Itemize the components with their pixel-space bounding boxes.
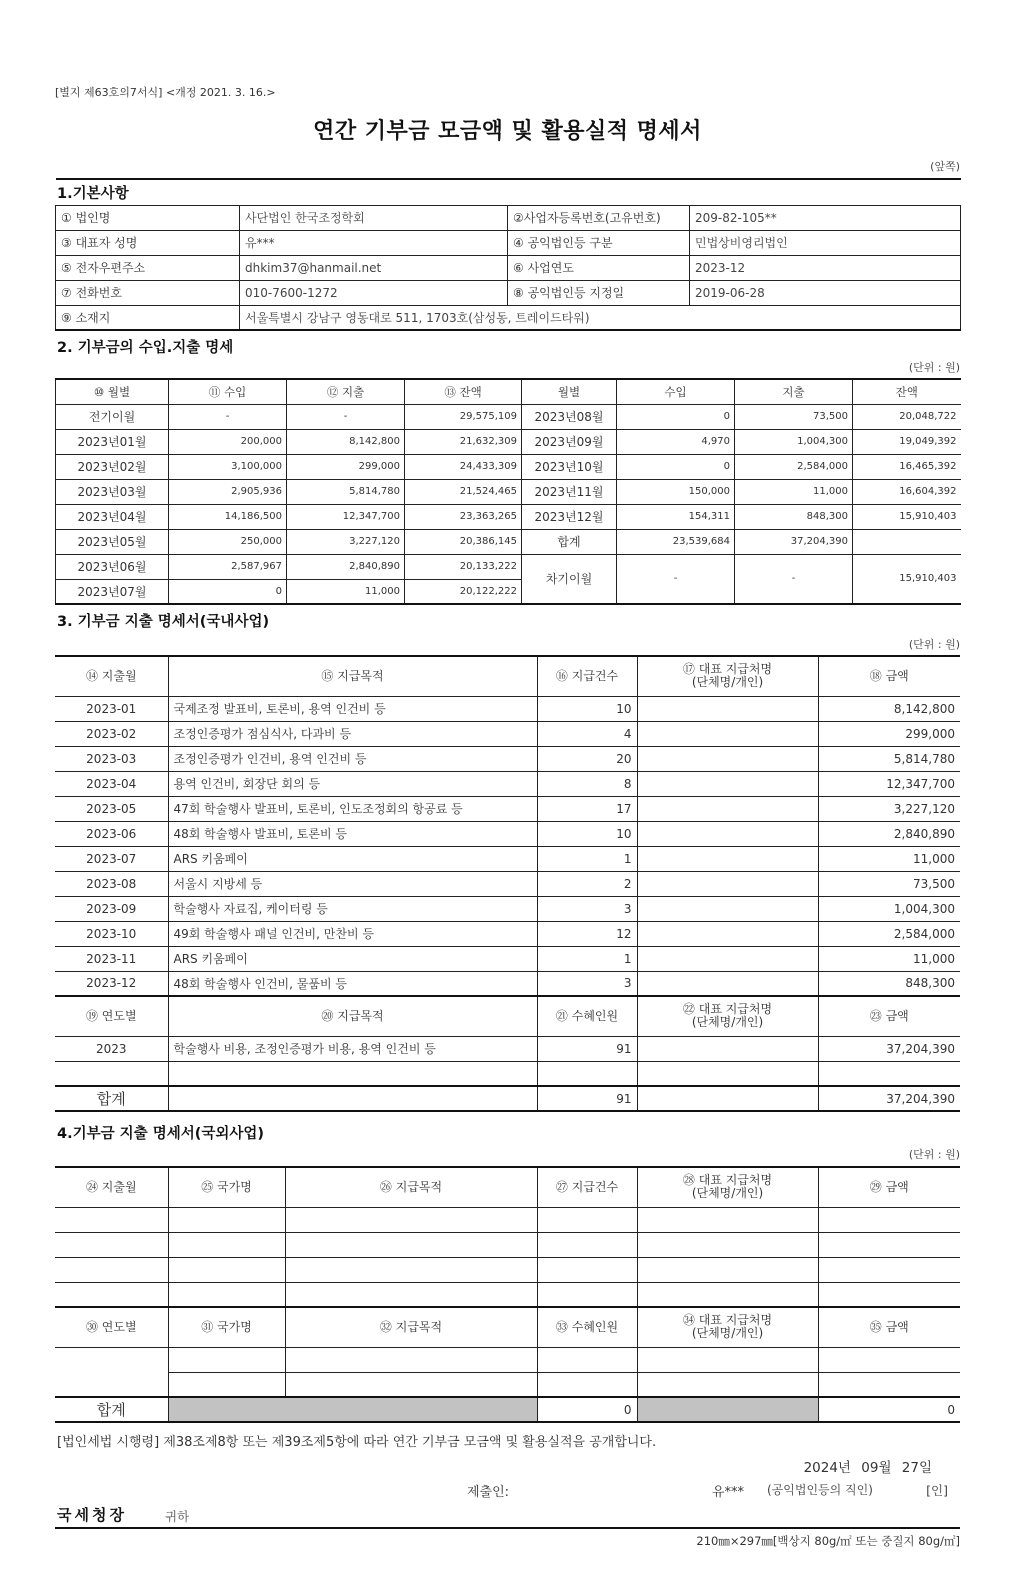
count-cell: 3 (537, 896, 637, 921)
month-cell: 2023년09월 (522, 429, 617, 454)
basic-row (56, 230, 961, 255)
amount-cell: 2,840,890 (818, 821, 960, 846)
income-cell: 14,186,500 (169, 504, 287, 529)
purpose-cell: 조정인증평가 인건비, 용역 인건비 등 (168, 746, 537, 771)
address-label: ⑨ 소재지 (56, 305, 240, 330)
count-cell: 10 (537, 821, 637, 846)
purpose-cell: ARS 키움페이 (168, 846, 537, 871)
col-amount: ㉟ 금액 (818, 1307, 960, 1347)
total-beneficiaries: 0 (537, 1397, 637, 1422)
payee-cell (637, 896, 818, 921)
balance-cell: 20,386,145 (405, 529, 522, 554)
col-balance: ⑬ 잔액 (405, 379, 522, 404)
purpose-cell (168, 1061, 537, 1086)
amount-cell: 3,227,120 (818, 796, 960, 821)
beneficiaries-cell (537, 1372, 637, 1397)
recipient-suffix: 귀하 (165, 1509, 190, 1524)
table-row (55, 771, 960, 796)
payee-cell (637, 821, 818, 846)
col-balance-right: 잔액 (853, 379, 961, 404)
table-row (56, 454, 961, 479)
email-value: dhkim37@hanmail.net (240, 255, 508, 280)
payee-cell (637, 796, 818, 821)
table-row (56, 504, 961, 529)
income-cell: 200,000 (169, 429, 287, 454)
foreign-total-row (55, 1397, 960, 1422)
year-cell (55, 1061, 168, 1086)
payee-header-line2: (단체명/개인) (691, 1186, 764, 1201)
amount-cell (818, 1282, 960, 1307)
total-amount: 0 (818, 1397, 960, 1422)
amount-cell: 8,142,800 (818, 696, 960, 721)
total-label: 합계 (55, 1086, 168, 1111)
payee-header-line1: ㉞ 대표 지급처명 (682, 1313, 773, 1328)
col-payee (637, 1307, 818, 1347)
month-cell: 2023년11월 (522, 479, 617, 504)
table-row (55, 796, 960, 821)
rep-name-label: ③ 대표자 성명 (56, 230, 240, 255)
carry-forward-expense: - (735, 554, 853, 604)
expense-cell: 2,840,890 (287, 554, 405, 579)
year-cell: 2023 (55, 1036, 168, 1061)
table-row (55, 1036, 960, 1061)
table-row (55, 821, 960, 846)
country-cell (168, 1207, 285, 1232)
balance-cell: 23,363,265 (405, 504, 522, 529)
submitter-name: 유*** (712, 1485, 745, 1500)
designation-date-label: ⑧ 공익법인등 지정일 (508, 280, 690, 305)
basic-row (56, 280, 961, 305)
foreign-expense-table (55, 1166, 960, 1423)
month-cell: 2023년07월 (56, 579, 169, 604)
payee-cell (637, 1232, 818, 1257)
table-row (55, 896, 960, 921)
expense-month-cell: 2023-04 (55, 771, 168, 796)
table-row (55, 746, 960, 771)
amount-cell: 2,584,000 (818, 921, 960, 946)
table-row (55, 871, 960, 896)
foreign-rows (55, 1207, 960, 1307)
col-year-amount: ㉓ 금액 (818, 996, 960, 1036)
col-payee (637, 1167, 818, 1207)
payee-cell (637, 1207, 818, 1232)
total-payee-empty (637, 1086, 818, 1111)
count-cell: 8 (537, 771, 637, 796)
payee-header-line1: ㉒ 대표 지급처명 (682, 1002, 773, 1017)
month-cell: 2023년06월 (56, 554, 169, 579)
amount-cell (818, 1207, 960, 1232)
basic-row (56, 305, 961, 330)
payee-cell (637, 946, 818, 971)
income-cell: 2,587,967 (169, 554, 287, 579)
submitter-role: (공익법인등의 직인) (767, 1483, 873, 1497)
col-beneficiaries: ㉑ 수혜인원 (537, 996, 637, 1036)
income-header-row (56, 379, 961, 404)
count-cell: 17 (537, 796, 637, 821)
payee-cell (637, 1282, 818, 1307)
payee-cell (637, 921, 818, 946)
purpose-cell (285, 1347, 537, 1372)
beneficiaries-cell: 91 (537, 1036, 637, 1061)
corp-name-label: ① 법인명 (56, 205, 240, 230)
expense-month-cell: 2023-12 (55, 971, 168, 996)
payee-cell (637, 771, 818, 796)
count-cell: 1 (537, 946, 637, 971)
expense-cell: 2,584,000 (735, 454, 853, 479)
income-cell: 4,970 (617, 429, 735, 454)
expense-cell: 11,000 (735, 479, 853, 504)
payee-cell (637, 1372, 818, 1397)
expense-cell: 8,142,800 (287, 429, 405, 454)
total-amount: 37,204,390 (818, 1086, 960, 1111)
purpose-cell (285, 1372, 537, 1397)
expense-month-cell (55, 1257, 168, 1282)
amount-cell (818, 1372, 960, 1397)
amount-cell: 11,000 (818, 846, 960, 871)
table-row (55, 946, 960, 971)
basic-row (56, 205, 961, 230)
income-cell: 154,311 (617, 504, 735, 529)
form-number: [별지 제63호의7서식] <개정 2021. 3. 16.> (55, 86, 276, 99)
table-row (55, 1372, 960, 1397)
purpose-cell: 학술행사 비용, 조정인증평가 비용, 용역 인건비 등 (168, 1036, 537, 1061)
col-expense-month: ⑭ 지출월 (55, 656, 168, 696)
carry-forward-income: - (617, 554, 735, 604)
balance-cell: 16,604,392 (853, 479, 961, 504)
payee-cell (637, 1347, 818, 1372)
col-expense-right: 지출 (735, 379, 853, 404)
table-row (56, 529, 961, 554)
year-cell (55, 1347, 168, 1397)
balance-cell: 15,910,403 (853, 504, 961, 529)
amount-cell: 848,300 (818, 971, 960, 996)
expense-month-cell: 2023-07 (55, 846, 168, 871)
payee-cell (637, 1036, 818, 1061)
payee-cell (637, 871, 818, 896)
table-row (56, 479, 961, 504)
domestic-rows (55, 696, 960, 996)
col-income: ⑪ 수입 (169, 379, 287, 404)
balance-cell: 16,465,392 (853, 454, 961, 479)
income-cell: 3,100,000 (169, 454, 287, 479)
expense-month-cell: 2023-05 (55, 796, 168, 821)
bottom-divider (55, 1527, 960, 1529)
table-row (55, 846, 960, 871)
expense-month-cell: 2023-11 (55, 946, 168, 971)
col-country: ㉛ 국가명 (168, 1307, 285, 1347)
section-income-title: 2. 기부금의 수입.지출 명세 (57, 340, 234, 356)
purpose-cell: 48회 학술행사 발표비, 토론비 등 (168, 821, 537, 846)
amount-cell (818, 1347, 960, 1372)
count-cell: 3 (537, 971, 637, 996)
amount-cell: 5,814,780 (818, 746, 960, 771)
purpose-cell (285, 1232, 537, 1257)
total-income-cell: 23,539,684 (617, 529, 735, 554)
table-row (55, 1061, 960, 1086)
recipient: 국세청장 (57, 1506, 127, 1524)
payee-cell (637, 721, 818, 746)
expense-month-cell: 2023-10 (55, 921, 168, 946)
submission-date: 2024년 09월 27일 (803, 1460, 932, 1476)
month-cell: 2023년08월 (522, 404, 617, 429)
amount-cell: 37,204,390 (818, 1036, 960, 1061)
expense-cell: 11,000 (287, 579, 405, 604)
balance-cell: 21,524,465 (405, 479, 522, 504)
income-expense-table (55, 378, 961, 605)
count-cell: 20 (537, 746, 637, 771)
foreign-header-row (55, 1167, 960, 1207)
table-row (55, 1282, 960, 1307)
col-payee (637, 656, 818, 696)
amount-cell: 1,004,300 (818, 896, 960, 921)
col-month: ⑩ 월별 (56, 379, 169, 404)
payee-cell (637, 1257, 818, 1282)
phone-label: ⑦ 전화번호 (56, 280, 240, 305)
table-row (56, 429, 961, 454)
col-country: ㉕ 국가명 (168, 1167, 285, 1207)
beneficiaries-cell (537, 1061, 637, 1086)
expense-month-cell (55, 1232, 168, 1257)
col-count: ⑯ 지급건수 (537, 656, 637, 696)
month-cell: 2023년04월 (56, 504, 169, 529)
carry-forward-balance: 15,910,403 (853, 554, 961, 604)
payee-header-line1: ⑰ 대표 지급처명 (682, 662, 773, 677)
designation-date-value: 2019-06-28 (690, 280, 961, 305)
month-cell: 2023년01월 (56, 429, 169, 454)
country-cell (168, 1232, 285, 1257)
count-cell (537, 1207, 637, 1232)
amount-cell (818, 1061, 960, 1086)
table-row (55, 1207, 960, 1232)
biz-reg-no-value: 209-82-105** (690, 205, 961, 230)
domestic-year-header-row (55, 996, 960, 1036)
total-payee-shaded (637, 1397, 818, 1422)
payee-cell (637, 696, 818, 721)
payee-header-line2: (단체명/개인) (691, 1015, 764, 1030)
col-amount: ⑱ 금액 (818, 656, 960, 696)
count-cell: 1 (537, 846, 637, 871)
col-amount: ㉙ 금액 (818, 1167, 960, 1207)
corp-name-value: 사단법인 한국조정학회 (240, 205, 508, 230)
count-cell (537, 1257, 637, 1282)
income-cell: 2,905,936 (169, 479, 287, 504)
table-row (56, 554, 961, 579)
income-unit-label: (단위 : 원) (908, 361, 960, 374)
payee-header-line1: ㉘ 대표 지급처명 (682, 1173, 773, 1188)
domestic-header-row (55, 656, 960, 696)
income-cell: - (169, 404, 287, 429)
col-count: ㉗ 지급건수 (537, 1167, 637, 1207)
col-year-purpose: ⑳ 지급목적 (168, 996, 537, 1036)
country-cell (168, 1282, 285, 1307)
purpose-cell (285, 1257, 537, 1282)
table-row (55, 971, 960, 996)
purpose-cell: 국제조정 발표비, 토론비, 용역 인건비 등 (168, 696, 537, 721)
purpose-cell: 조정인증평가 점심식사, 다과비 등 (168, 721, 537, 746)
legal-statement: [법인세법 시행령] 제38조제8항 또는 제39조제5항에 따라 연간 기부금 모금액 및 활용실적을 공개합니다. (57, 1435, 657, 1450)
corp-type-label: ④ 공익법인등 구분 (508, 230, 690, 255)
email-label: ⑤ 전자우편주소 (56, 255, 240, 280)
expense-cell: - (287, 404, 405, 429)
basic-info-table (55, 178, 961, 331)
expense-month-cell: 2023-01 (55, 696, 168, 721)
month-cell: 2023년10월 (522, 454, 617, 479)
col-month-right: 월별 (522, 379, 617, 404)
expense-month-cell: 2023-06 (55, 821, 168, 846)
month-cell: 2023년03월 (56, 479, 169, 504)
country-cell (168, 1347, 285, 1372)
expense-cell: 3,227,120 (287, 529, 405, 554)
country-cell (168, 1257, 285, 1282)
basic-row (56, 255, 961, 280)
document-title: 연간 기부금 모금액 및 활용실적 명세서 (313, 119, 702, 144)
expense-month-cell: 2023-08 (55, 871, 168, 896)
expense-month-cell (55, 1282, 168, 1307)
table-row (55, 721, 960, 746)
col-year-payee (637, 996, 818, 1036)
purpose-cell: 서울시 지방세 등 (168, 871, 537, 896)
payee-cell (637, 1061, 818, 1086)
expense-cell: 848,300 (735, 504, 853, 529)
expense-cell: 1,004,300 (735, 429, 853, 454)
table-row (56, 404, 961, 429)
month-cell: 전기이월 (56, 404, 169, 429)
balance-cell: 20,133,222 (405, 554, 522, 579)
count-cell (537, 1282, 637, 1307)
purpose-cell: 학술행사 자료집, 케이터링 등 (168, 896, 537, 921)
total-beneficiaries: 91 (537, 1086, 637, 1111)
biz-year-label: ⑥ 사업연도 (508, 255, 690, 280)
expense-cell: 73,500 (735, 404, 853, 429)
purpose-cell: 용역 인건비, 회장단 회의 등 (168, 771, 537, 796)
table-row (55, 921, 960, 946)
biz-reg-no-label: ②사업자등록번호(고유번호) (508, 205, 690, 230)
col-purpose: ㉜ 지급목적 (285, 1307, 537, 1347)
month-cell: 2023년05월 (56, 529, 169, 554)
domestic-expense-table (55, 655, 960, 1112)
foreign-year-header-row (55, 1307, 960, 1347)
paper-spec: 210㎜×297㎜[백상지 80g/㎡ 또는 중질지 80g/㎡] (696, 1534, 960, 1548)
month-cell: 2023년02월 (56, 454, 169, 479)
expense-cell: 12,347,700 (287, 504, 405, 529)
purpose-cell (285, 1207, 537, 1232)
count-cell (537, 1232, 637, 1257)
section-header-spacer (56, 179, 961, 205)
amount-cell: 11,000 (818, 946, 960, 971)
foreign-unit-label: (단위 : 원) (908, 1148, 960, 1161)
balance-cell: 20,048,722 (853, 404, 961, 429)
expense-cell: 5,814,780 (287, 479, 405, 504)
count-cell: 2 (537, 871, 637, 896)
income-cell: 150,000 (617, 479, 735, 504)
purpose-cell: ARS 키움페이 (168, 946, 537, 971)
count-cell: 4 (537, 721, 637, 746)
total-balance-cell (853, 529, 961, 554)
table-row (55, 696, 960, 721)
total-shaded-cell (168, 1397, 537, 1422)
total-label-cell: 합계 (522, 529, 617, 554)
table-row (55, 1257, 960, 1282)
purpose-cell: 49회 학술행사 패널 인건비, 만찬비 등 (168, 921, 537, 946)
balance-cell: 19,049,392 (853, 429, 961, 454)
expense-month-cell (55, 1207, 168, 1232)
phone-value: 010-7600-1272 (240, 280, 508, 305)
table-row (55, 1347, 960, 1372)
amount-cell (818, 1257, 960, 1282)
col-beneficiaries: ㉝ 수혜인원 (537, 1307, 637, 1347)
col-income-right: 수입 (617, 379, 735, 404)
front-page-label: (앞쪽) (930, 160, 960, 173)
col-purpose: ⑮ 지급목적 (168, 656, 537, 696)
purpose-cell: 48회 학술행사 인건비, 물품비 등 (168, 971, 537, 996)
col-year: ㉚ 연도별 (55, 1307, 168, 1347)
rep-name-value: 유*** (240, 230, 508, 255)
expense-month-cell: 2023-03 (55, 746, 168, 771)
income-cell: 0 (617, 454, 735, 479)
payee-header-line2: (단체명/개인) (691, 675, 764, 690)
count-cell: 10 (537, 696, 637, 721)
purpose-cell (285, 1282, 537, 1307)
total-expense-cell: 37,204,390 (735, 529, 853, 554)
count-cell: 12 (537, 921, 637, 946)
amount-cell: 299,000 (818, 721, 960, 746)
section-domestic-title: 3. 기부금 지출 명세서(국내사업) (57, 614, 270, 630)
corp-type-value: 민법상비영리법인 (690, 230, 961, 255)
section-foreign-title: 4.기부금 지출 명세서(국외사업) (57, 1126, 265, 1142)
payee-cell (637, 746, 818, 771)
balance-cell: 21,632,309 (405, 429, 522, 454)
payee-cell (637, 971, 818, 996)
table-row (55, 1232, 960, 1257)
amount-cell: 12,347,700 (818, 771, 960, 796)
carry-forward-label: 차기이월 (522, 554, 617, 604)
address-value: 서울특별시 강남구 영동대로 511, 1703호(삼성동, 트레이드타워) (240, 305, 961, 330)
balance-cell: 20,122,222 (405, 579, 522, 604)
amount-cell: 73,500 (818, 871, 960, 896)
col-purpose: ㉖ 지급목적 (285, 1167, 537, 1207)
expense-month-cell: 2023-02 (55, 721, 168, 746)
col-expense: ⑫ 지출 (287, 379, 405, 404)
col-year: ⑲ 연도별 (55, 996, 168, 1036)
country-cell (168, 1372, 285, 1397)
amount-cell (818, 1232, 960, 1257)
payee-header-line2: (단체명/개인) (691, 1326, 764, 1341)
balance-cell: 24,433,309 (405, 454, 522, 479)
biz-year-value: 2023-12 (690, 255, 961, 280)
domestic-total-row (55, 1086, 960, 1111)
payee-cell (637, 846, 818, 871)
income-cell: 250,000 (169, 529, 287, 554)
month-cell: 2023년12월 (522, 504, 617, 529)
beneficiaries-cell (537, 1347, 637, 1372)
section-basic-title: 1.기본사항 (57, 186, 129, 202)
total-purpose-empty (168, 1086, 537, 1111)
balance-cell: 29,575,109 (405, 404, 522, 429)
purpose-cell: 47회 학술행사 발표비, 토론비, 인도조정회의 항공료 등 (168, 796, 537, 821)
total-label: 합계 (55, 1397, 168, 1422)
expense-cell: 299,000 (287, 454, 405, 479)
income-cell: 0 (169, 579, 287, 604)
domestic-unit-label: (단위 : 원) (908, 638, 960, 651)
col-expense-month: ㉔ 지출월 (55, 1167, 168, 1207)
expense-month-cell: 2023-09 (55, 896, 168, 921)
submitter-label: 제출인: (467, 1485, 510, 1500)
seal-mark: [인] (926, 1483, 948, 1498)
income-cell: 0 (617, 404, 735, 429)
